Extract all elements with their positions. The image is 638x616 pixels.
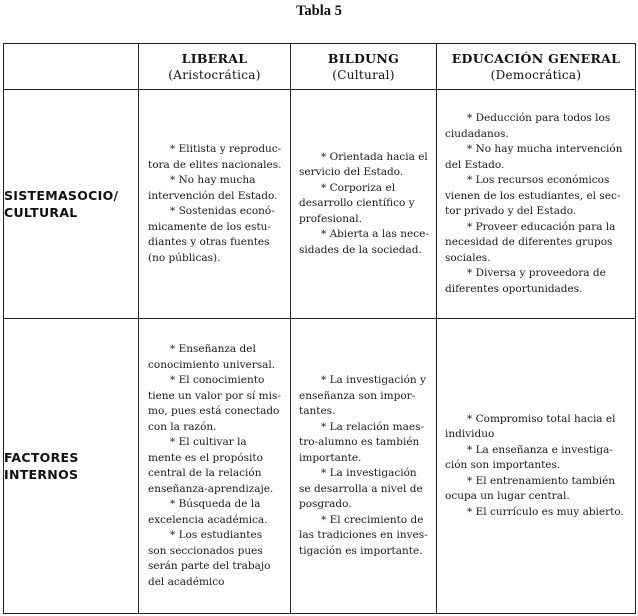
cell-item: * Búsqueda de la excelencia académica. [148,498,268,526]
row-header-factores-internos [4,319,139,614]
column-header-sublabel: (Democrática) [490,67,582,82]
cell-sistema-liberal [139,90,291,319]
column-header-bildung [291,44,437,90]
cell-item: * Diversa y proveedora de diferentes oportunidades. [445,267,606,295]
corner-cell [4,44,139,90]
cell-factores-educacion-general [437,319,636,614]
cell-sistema-educacion-general [437,90,636,319]
header-row [4,44,636,90]
cell-item: * El conocimiento tiene un valor por sí mis-mo, pues está conectado con la razón. [148,374,281,433]
column-header-label: EDUCACIÓN GENERAL [451,50,621,66]
column-header-sublabel: (Cultural) [332,67,395,82]
cell-item: * Compromiso total hacia el individuo [445,412,616,441]
column-header-label: BILDUNG [327,50,400,66]
cell-item: * La investigación se desarrolla a nivel de posgrado. [299,467,423,510]
cell-sistema-bildung [291,90,437,319]
cell-item: * Enseñanza del conocimiento universal. [148,343,276,371]
cell-item: * Sostenidas econó-micamente de los estu-diantes y otras fuentes (no públicas). [148,205,275,264]
cell-item: * No hay mucha intervención del Estado. [445,143,623,171]
row-header-line: CULTURAL [4,205,78,220]
cell-item: * Proveer educación para la necesidad de diferentes grupos sociales. [445,220,616,264]
cell-item: * El currículo es muy abierto. [467,505,624,518]
cell-factores-liberal [139,319,291,614]
cell-item: * No hay mucha intervención del Estado. [148,174,278,202]
row-header-line: FACTORES [4,450,79,465]
table-title: Tabla 5 [296,3,342,19]
cell-item: * Los recursos económicos vienen de los estudiantes, el sec-tor privado y del Estado. [445,174,621,217]
cell-item: * La enseñanza e investiga-ción son importantes. [445,443,613,472]
cell-item: * Orientada hacia el servicio del Estado. [299,150,428,179]
cell-item: * Abierta a las nece-sidades de la sociedad. [299,228,429,256]
comparison-table [3,43,636,614]
row-header-line: SISTEMASOCIO/ [4,188,119,203]
cell-item: * La investigación y enseñanza son impor-tantes. [299,374,426,417]
cell-item: * Elitista y reproduc-tora de elites nacionales. [148,143,282,171]
cell-item: * El entrenamiento también ocupa un lugar central. [445,474,616,503]
cell-factores-bildung [291,319,437,614]
column-header-label: LIBERAL [181,50,248,66]
cell-item: * Deducción para todos los ciudadanos. [445,112,611,140]
table-row-sistema-socio-cultural [4,90,636,319]
cell-item: * La relación maes-tro-alumno es también importante. [299,420,425,464]
row-header-line: INTERNOS [4,467,79,482]
column-header-sublabel: (Aristocrática) [168,67,261,82]
cell-item: * El cultivar la mente es el propósito central de la relación enseñanza-aprendizaje. [148,436,274,495]
column-header-liberal [139,44,291,90]
table-row-factores-internos [4,319,636,614]
cell-item: * El crecimiento de las tradiciones en inves-tigación es importante. [299,513,428,557]
cell-item: * Los estudiantes son seccionados pues serán parte del trabajo del académico [148,529,271,588]
cell-item: * Corporiza el desarrollo científico y profesional. [299,181,415,225]
row-header-sistema-socio-cultural [4,90,139,319]
column-header-educacion-general [437,44,636,90]
